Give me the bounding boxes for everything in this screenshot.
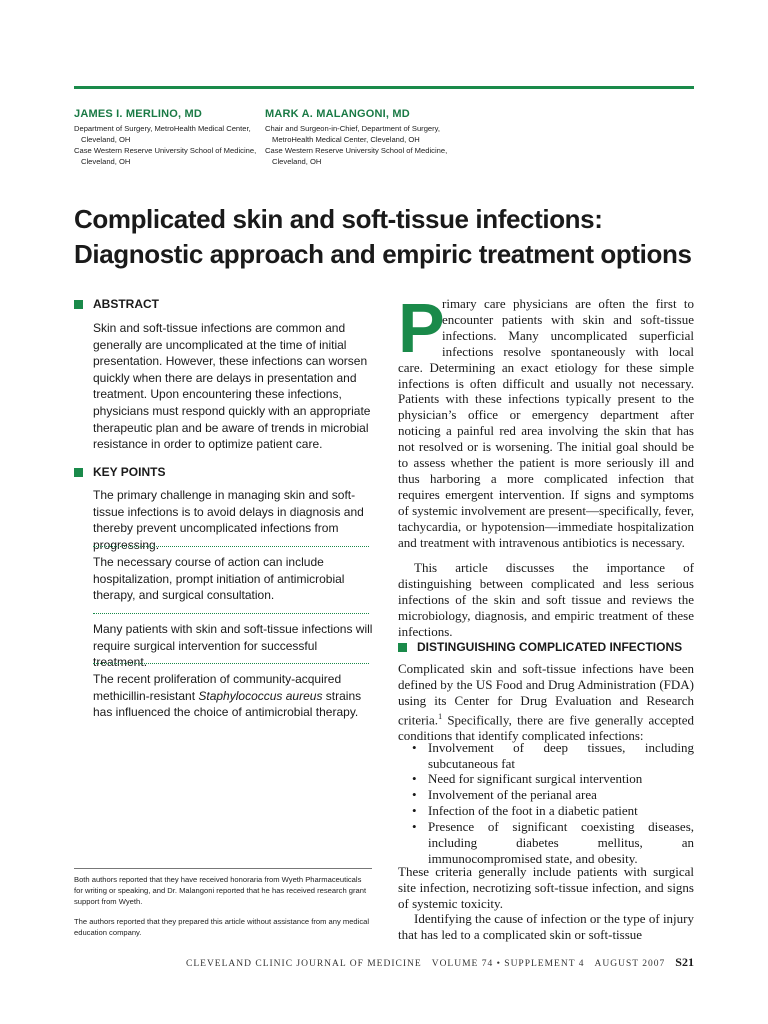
green-square-icon: [398, 643, 407, 652]
green-square-icon: [74, 468, 83, 477]
divider: [93, 663, 369, 664]
bullet-3: • Involvement of the perianal area: [412, 787, 597, 802]
bullet-5: • Presence of significant coexisting diseases, including diabetes mellitus, an immunocompromised state, and obesity.: [412, 819, 694, 866]
footnote-rule: [74, 868, 372, 869]
page-footer: [186, 955, 694, 970]
paragraph-2: This article discusses the importance of distinguishing between complicated and less serious infections of the skin and soft tissue and reviews the microbiology, diagnosis, and empiric treatment of these infections.: [398, 560, 694, 639]
abstract-heading: ABSTRACT: [74, 297, 159, 311]
divider: [93, 546, 369, 547]
author-merlino: [74, 108, 256, 167]
journal-name: CLEVELAND CLINIC JOURNAL OF MEDICINE: [186, 959, 422, 969]
issue-date: AUGUST 2007: [594, 959, 666, 969]
abstract-text: Skin and soft-tissue infections are common and generally are uncomplicated at the time of initial presentation. However, these infections can worsen quickly when there are delays in presentation and treatment. Upon encountering these infections, physicians must respond quickly with an appropriate therapeutic plan and be aware of trends in microbial resistance in order to optimize patient care.: [93, 321, 371, 452]
paragraph-4: These criteria generally include patients with surgical site infection, necrotizing soft-tissue infection, and signs of systemic toxicity.: [398, 864, 694, 911]
page-number: S21: [675, 955, 694, 969]
author-name: MARK A. MALANGONI, MD: [265, 108, 410, 120]
author-malangoni: [265, 108, 447, 167]
disclosure-footnote: Both authors reported that they have received honoraria from Wyeth Pharmaceuticals for writing or speaking, and Dr. Malangoni reported that he has received research grant support from Wyeth.: [74, 875, 367, 906]
divider: [93, 613, 369, 614]
intro-paragraph: rimary care physicians are often the first to encounter patients with skin and soft-tissue infections. Many uncomplicated superficial infections resolve spontaneously with local care. Determining an exact etiology for these simple infections is often difficult and usually not necessary. Patients with these infections typically present to the physician’s office or emergency department after noticing a painful red area involving the skin that has not resolved or is worsening. The initial goal should be to assess whether the patient is more seriously ill and thus harboring a more complicated infection that requires emergent intervention. If signs and symptoms of systemic involvement are present—specifically, fever, tachycardia, or hypotension—immediate hospitalization and treatment with intravenous antibiotics is necessary.: [398, 296, 694, 550]
key-points-heading: KEY POINTS: [74, 465, 165, 479]
key-point-3: Many patients with skin and soft-tissue infections will require surgical intervention for successful treatment.: [93, 622, 373, 670]
author-affiliation: Department of Surgery, MetroHealth Medical Center, Cleveland, OH Case Western Reserve University School of Medicine, Cleveland, OH: [74, 124, 257, 166]
bullet-1: • Involvement of deep tissues, including subcutaneous fat: [412, 740, 694, 771]
key-point-2: The necessary course of action can include hospitalization, prompt initiation of antimicrobial therapy, and surgical consultation.: [93, 555, 345, 603]
article-title: Complicated skin and soft-tissue infections: Diagnostic approach and empiric treatment options: [74, 204, 692, 269]
header-rule: [74, 86, 694, 89]
drop-cap: P: [398, 289, 445, 367]
author-name: JAMES I. MERLINO, MD: [74, 108, 203, 120]
bullet-4: • Infection of the foot in a diabetic patient: [412, 803, 638, 818]
paragraph-3: Complicated skin and soft-tissue infections have been defined by the US Food and Drug Administration (FDA) using its Center for Drug Evaluation and Research criteria.$^1$ Specifically, there are five generally accepted conditions that identify complicated infections:: [398, 661, 694, 743]
author-affiliation: Chair and Surgeon-in-Chief, Department of Surgery, MetroHealth Medical Center, Cleveland, OH Case Western Reserve University School of Medicine, Cleveland, OH: [265, 124, 448, 166]
assistance-footnote: The authors reported that they prepared this article without assistance from any medical education company.: [74, 917, 370, 937]
volume-info: VOLUME 74 • SUPPLEMENT 4: [431, 959, 585, 969]
key-point-4: The recent proliferation of community-acquired methicillin-resistant Staphylococcus aureus strains has influenced the choice of antimicrobial therapy.: [93, 672, 362, 720]
key-point-1: The primary challenge in managing skin and soft-tissue infections is to avoid delays in diagnosis and thereby prevent uncomplicated infections from progressing.: [93, 488, 364, 552]
green-square-icon: [74, 300, 83, 309]
distinguishing-heading: DISTINGUISHING COMPLICATED INFECTIONS: [398, 640, 682, 654]
paragraph-5: Identifying the cause of infection or the type of injury that has led to a complicated skin or soft-tissue: [398, 911, 694, 942]
bullet-2: • Need for significant surgical intervention: [412, 771, 643, 786]
